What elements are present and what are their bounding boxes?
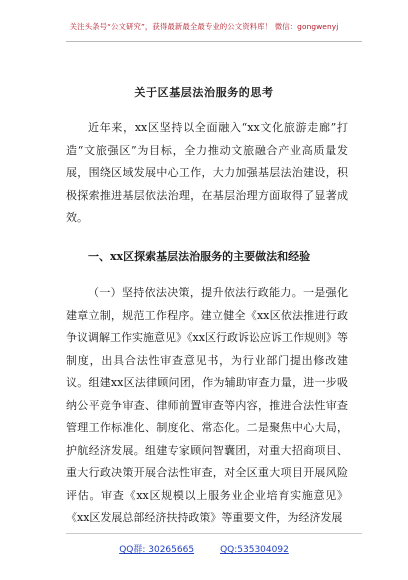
- footer-qq-group[interactable]: QQ群: 30265665: [119, 545, 195, 555]
- footer-qq[interactable]: QQ:535304092: [220, 545, 289, 555]
- body-paragraph: （一）坚持依法决策，提升依法行政能力。一是强化建章立制，规范工作程序。建立健全《xx区依法推进行政争议调解工作实施意见》《xx区行政诉讼应诉工作规则》等制度，出具合法性审查意见书，为行业部门提出修改建议。组建xx区法律顾问团，作为辅助审查力量，进一步吸纳公平竞争审查、律师前置审查等内容，推进合法性审查管理工作标准化、制度化、常态化。二是聚焦中心大局，护航经济发展。组建专家顾问智囊团，对重大招商项目、重大行政决策开展合法性审查，对全区重大项目开展风险评估。审查《xx区规模以上服务业企业培育实施意见》《xx区发展总部经济扶持政策》等重要文件，为经济发展: [66, 286, 348, 524]
- footer-divider: [66, 533, 362, 534]
- document-body: [66, 117, 348, 530]
- header-divider: [66, 41, 362, 42]
- document-title: 关于区基层法治服务的思考: [134, 86, 274, 99]
- header-note: 关注头条号“公文研究”，获得最新最全最专业的公文资料库！ 微信：gongwenyj: [69, 22, 339, 31]
- section-heading: 一、xx区探索基层法治服务的主要做法和经验: [88, 249, 311, 263]
- footer-contact: [0, 542, 408, 555]
- intro-paragraph: 近年来，xx区坚持以全面融入“xx文化旅游走廊”打造“文旅强区”为目标，全力推动文旅融合产业高质量发展，围绕区域发展中心工作，大力加强基层法治建设，积极探索推进基层依法治理，在基层治理方面取得了显著成效。: [66, 121, 348, 224]
